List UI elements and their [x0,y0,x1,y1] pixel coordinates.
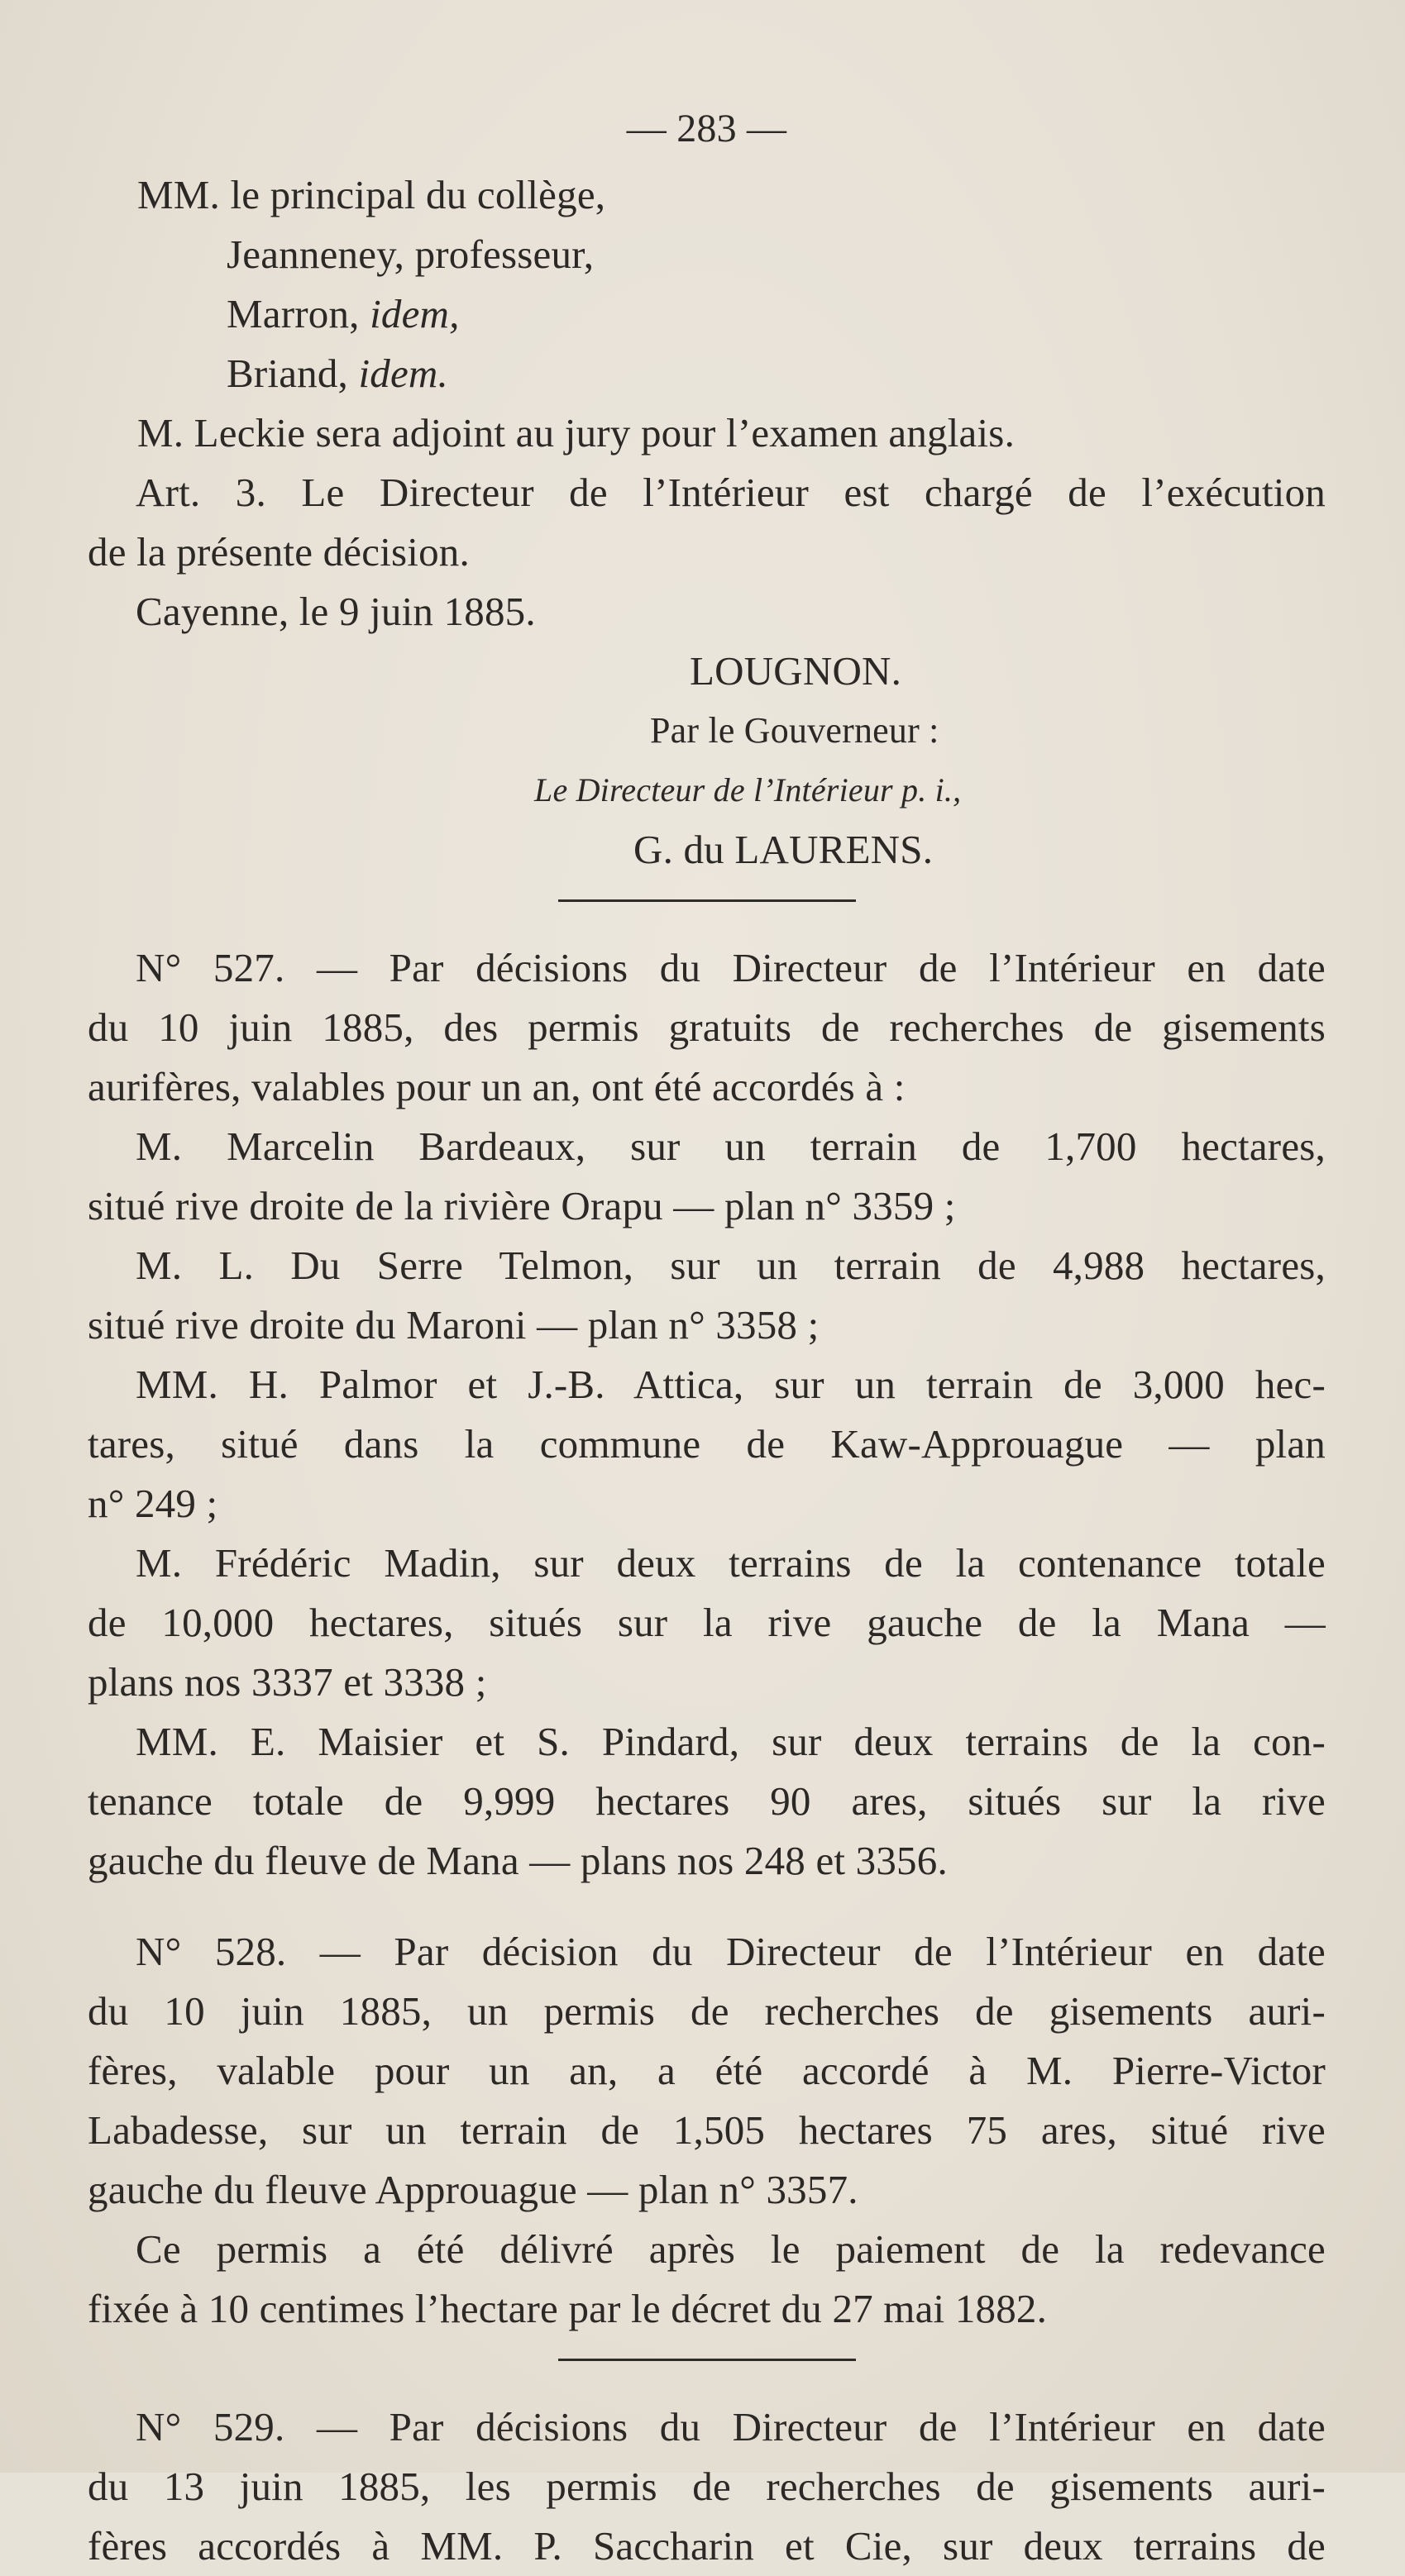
signer-name: G. du LAURENS. [633,827,934,872]
jury-line: MM. le principal du collège, [137,172,606,217]
paragraph-line: M. L. Du Serre Telmon, sur un terrain de 4,988 hectares, [136,1243,1326,1288]
paragraph-line: M. Marcelin Bardeaux, sur un terrain de 1,700 hectares, [136,1123,1326,1169]
section-divider [558,899,856,902]
signature-block [88,642,1326,880]
paragraph-line: n° 249 ; [88,1481,218,1526]
paragraph-line: fixée à 10 centimes l’hectare par le décret du 27 mai 1882. [88,2286,1048,2331]
jury-line: Jeanneney, professeur, [227,231,595,277]
signature-by: Par le Gouverneur : [650,710,939,751]
paragraph-line: gauche du fleuve de Mana — plans nos 248 et 3356. [88,1838,948,1883]
paragraph-line: gauche du fleuve Approuague — plan n° 3357. [88,2167,858,2212]
paragraph-gap [88,1891,1326,1922]
paragraph-line: tares, situé dans la commune de Kaw-Approuague — plan [88,1421,1326,1467]
paragraph-line: du 13 juin 1885, les permis de recherches de gisements auri- [88,2464,1326,2509]
paragraph-line: Art. 3. Le Directeur de l’Intérieur est chargé de l’exécution [136,470,1326,515]
paragraph-line: N° 528. — Par décision du Directeur de l’Intérieur en date [136,1929,1326,1974]
paragraph-line: N° 529. — Par décisions du Directeur de l’Intérieur en date [136,2404,1326,2450]
decision-529 [88,2397,1326,2576]
paragraph-line: MM. H. Palmor et J.-B. Attica, sur un terrain de 3,000 hec- [136,1362,1326,1407]
paragraph-line: situé rive droite du Maroni — plan n° 3358 ; [88,1302,820,1348]
paragraph-line: Ce permis a été délivré après le paiement de la redevance [136,2226,1326,2272]
jury-list [88,165,1326,463]
paragraph-line: MM. E. Maisier et S. Pindard, sur deux terrains de la con- [136,1719,1326,1764]
paragraph-line: fères accordés à MM. P. Saccharin et Cie, sur deux terrains de [88,2523,1326,2569]
signature-title: Le Directeur de l’Intérieur p. i., [534,771,962,809]
decision-527 [88,938,1326,1891]
paragraph-line: situé rive droite de la rivière Orapu — plan n° 3359 ; [88,1183,956,1228]
paragraph-line: M. Frédéric Madin, sur deux terrains de la contenance totale [136,1540,1326,1586]
paragraph-line: aurifères, valables pour un an, ont été accordés à : [88,1064,906,1109]
governor-name: LOUGNON. [690,648,902,694]
jury-line: M. Leckie sera adjoint au jury pour l’examen anglais. [137,410,1016,456]
paragraph-line: du 10 juin 1885, un permis de recherches de gisements auri- [88,1988,1326,2034]
paragraph-line: plans nos 3337 et 3338 ; [88,1659,487,1705]
date-line: Cayenne, le 9 juin 1885. [136,589,536,634]
paragraph-line: du 10 juin 1885, des permis gratuits de recherches de gisements [88,1004,1326,1050]
paragraph-line: fères, valable pour un an, a été accordé à M. Pierre-Victor [88,2048,1326,2093]
page-number: — 283 — [626,107,787,150]
paragraph-line: tenance totale de 9,999 hectares 90 ares, situés sur la rive [88,1778,1326,1824]
paragraph-line: de la présente décision. [88,529,470,575]
paragraph-line: de 10,000 hectares, situés sur la rive gauche de la Mana — [88,1600,1326,1645]
paragraph-line: Labadesse, sur un terrain de 1,505 hectares 75 ares, situé rive [88,2107,1326,2153]
section-divider [558,2359,856,2361]
jury-line: Marron, idem, [227,291,460,336]
decision-528 [88,1922,1326,2339]
article-3 [88,463,1326,642]
paragraph-line: N° 527. — Par décisions du Directeur de l’Intérieur en date [136,945,1326,990]
jury-line: Briand, idem. [227,351,448,396]
